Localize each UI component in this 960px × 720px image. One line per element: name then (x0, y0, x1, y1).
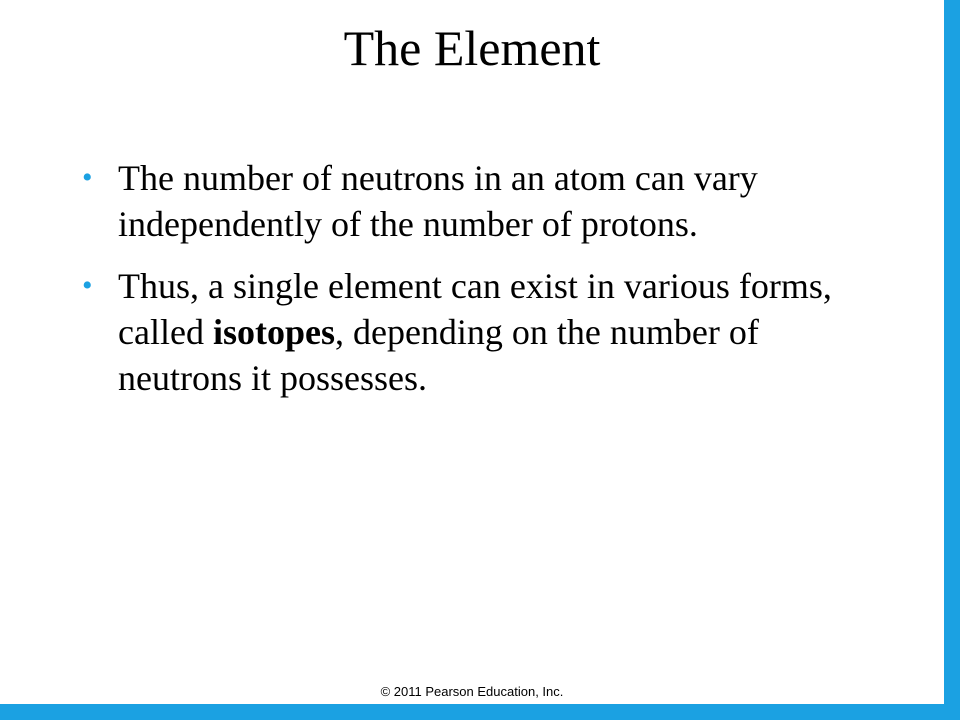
bullet-text: The number of neutrons in an atom can vary independently of the number of protons. (118, 158, 758, 244)
bullet-list (80, 155, 880, 417)
bullet-text-after: , depending on the number of neutrons it possesses. (118, 312, 759, 398)
copyright-footer: © 2011 Pearson Education, Inc. (380, 684, 564, 699)
slide-title: The Element (343, 20, 601, 76)
bottom-accent-bar (0, 704, 960, 720)
isotopes-term: isotopes (212, 312, 335, 352)
bullet-item (80, 263, 880, 401)
right-accent-bar (944, 0, 960, 720)
bullet-text-before: Thus, a single element can exist in various forms, called (118, 266, 832, 352)
bullet-dot-icon: • (82, 269, 93, 302)
bullet-dot-icon: • (82, 161, 93, 194)
bullet-item (80, 155, 880, 247)
